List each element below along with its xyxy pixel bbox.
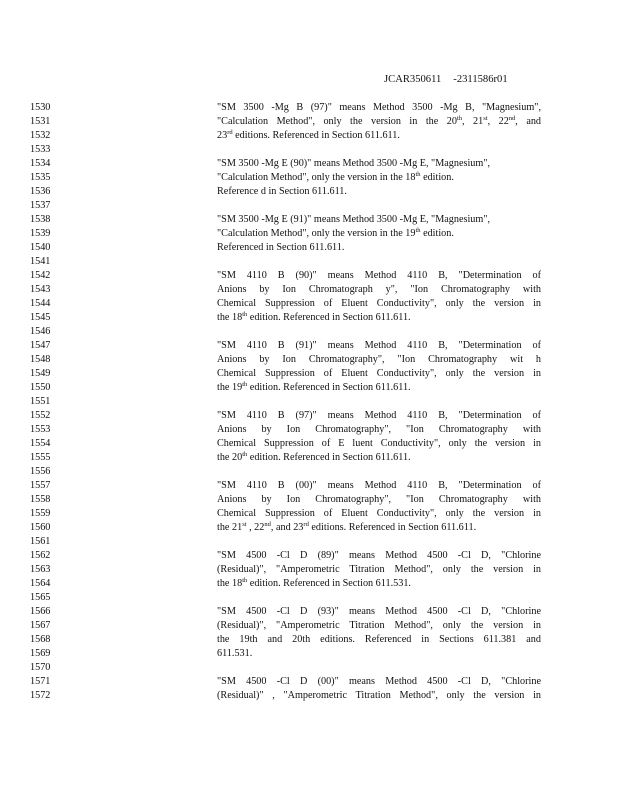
- text-segment: (Residual)" , "Amperometric Titration Method", only the version in: [217, 690, 541, 701]
- text-line: [217, 437, 541, 451]
- text-segment: Anions by Ion Chromatography", "Ion Chromatography wit h: [217, 354, 541, 365]
- text-line: [217, 185, 541, 199]
- line-number: 1562: [30, 550, 51, 561]
- text-segment: Reference d in Section 611.611.: [217, 186, 347, 197]
- text-line: [217, 493, 541, 507]
- text-segment: the 21: [217, 522, 243, 533]
- line-number: 1532: [30, 130, 51, 141]
- line-number: 1543: [30, 284, 51, 295]
- text-line: [217, 577, 541, 591]
- text-segment: editions. Referenced in Section 611.611.: [308, 522, 477, 533]
- text-line: [217, 633, 541, 647]
- text-segment: 611.531.: [217, 648, 253, 659]
- line-number: 1571: [30, 676, 51, 687]
- ordinal-suffix: st: [242, 521, 247, 528]
- text-segment: "Calculation Method", only the version in the 18: [217, 172, 416, 183]
- line-number: 1549: [30, 368, 51, 379]
- line-number: 1567: [30, 620, 51, 631]
- text-segment: , 22: [487, 116, 509, 127]
- text-segment: "SM 4500 -Cl D (93)" means Method 4500 -Cl D, "Chlorine: [217, 606, 541, 617]
- text-segment: , 22: [246, 522, 265, 533]
- line-number: 1545: [30, 312, 51, 323]
- text-segment: , and 23: [270, 522, 304, 533]
- text-line: [217, 283, 541, 297]
- text-line: [217, 367, 541, 381]
- ordinal-suffix: th: [415, 171, 421, 178]
- line-number: 1547: [30, 340, 51, 351]
- text-segment: Chemical Suppression of E luent Conductivity", only the version in: [217, 438, 541, 449]
- text-segment: Referenced in Section 611.611.: [217, 242, 345, 253]
- line-number: 1552: [30, 410, 51, 421]
- line-number: 1542: [30, 270, 51, 281]
- ordinal-suffix: nd: [264, 521, 271, 528]
- ordinal-suffix: th: [242, 577, 248, 584]
- text-line: [217, 619, 541, 633]
- text-segment: edition. Referenced in Section 611.611.: [247, 452, 411, 463]
- ordinal-suffix: rd: [303, 521, 309, 528]
- text-segment: Chemical Suppression of Eluent Conductivity", only the version in: [217, 298, 541, 309]
- line-number: 1540: [30, 242, 51, 253]
- line-number: 1541: [30, 256, 51, 267]
- text-segment: "SM 4500 -Cl D (89)" means Method 4500 -Cl D, "Chlorine: [217, 550, 541, 561]
- ordinal-suffix: th: [242, 451, 248, 458]
- line-number: 1556: [30, 466, 51, 477]
- ordinal-suffix: nd: [508, 115, 516, 122]
- text-line: [217, 129, 541, 143]
- line-number: 1546: [30, 326, 51, 337]
- line-number: 1551: [30, 396, 51, 407]
- text-line: [217, 563, 541, 577]
- line-number: 1564: [30, 578, 51, 589]
- line-number: 1531: [30, 116, 51, 127]
- text-segment: "SM 4110 B (91)" means Method 4110 B, "Determination of: [217, 340, 541, 351]
- text-line: [217, 227, 541, 241]
- line-number: 1555: [30, 452, 51, 463]
- line-number: 1550: [30, 382, 51, 393]
- text-line: [217, 689, 541, 703]
- text-line: [217, 675, 541, 689]
- line-number: 1533: [30, 144, 51, 155]
- ordinal-suffix: rd: [227, 129, 233, 136]
- line-number: 1534: [30, 158, 51, 169]
- text-segment: , and: [515, 116, 542, 127]
- text-line: [217, 353, 541, 367]
- text-line: [217, 213, 541, 227]
- text-segment: Chemical Suppression of Eluent Conductivity", only the version in: [217, 368, 541, 379]
- text-segment: "SM 3500 -Mg E (91)" means Method 3500 -Mg E, "Magnesium",: [217, 214, 490, 225]
- line-number: 1558: [30, 494, 51, 505]
- line-number: 1530: [30, 102, 51, 113]
- line-number: 1539: [30, 228, 51, 239]
- text-line: [217, 647, 541, 661]
- text-segment: "SM 4500 -Cl D (00)" means Method 4500 -Cl D, "Chlorine: [217, 676, 541, 687]
- text-segment: "Calculation Method", only the version in the 19: [217, 228, 416, 239]
- text-segment: "SM 3500 -Mg E (90)" means Method 3500 -Mg E, "Magnesium",: [217, 158, 490, 169]
- line-number: 1566: [30, 606, 51, 617]
- text-line: [217, 241, 541, 255]
- text-line: [217, 157, 541, 171]
- text-segment: edition. Referenced in Section 611.611.: [247, 382, 411, 393]
- text-segment: "Calculation Method", only the version in the 20: [217, 116, 457, 127]
- text-segment: edition. Referenced in Section 611.531.: [247, 578, 411, 589]
- text-line: [217, 423, 541, 437]
- text-segment: , 21: [462, 116, 484, 127]
- text-segment: Anions by Ion Chromatograph y", "Ion Chromatography with: [217, 284, 541, 295]
- page-header: [384, 74, 508, 85]
- line-number: 1553: [30, 424, 51, 435]
- text-line: [217, 507, 541, 521]
- line-number: 1557: [30, 480, 51, 491]
- text-line: [217, 297, 541, 311]
- line-number: 1536: [30, 186, 51, 197]
- document-id: JCAR350611: [384, 74, 442, 85]
- text-segment: the 18: [217, 578, 243, 589]
- text-line: [217, 101, 541, 115]
- text-line: [217, 521, 541, 535]
- text-line: [217, 339, 541, 353]
- line-number: 1570: [30, 662, 51, 673]
- text-line: [217, 605, 541, 619]
- text-segment: (Residual)", "Amperometric Titration Method", only the version in: [217, 564, 541, 575]
- ordinal-suffix: st: [483, 115, 488, 122]
- text-segment: edition. Referenced in Section 611.611.: [247, 312, 411, 323]
- text-segment: "SM 4110 B (00)" means Method 4110 B, "Determination of: [217, 480, 541, 491]
- line-number: 1548: [30, 354, 51, 365]
- text-segment: edition.: [420, 228, 454, 239]
- text-segment: edition.: [420, 172, 454, 183]
- ordinal-suffix: th: [242, 311, 248, 318]
- text-segment: Anions by Ion Chromatography", "Ion Chromatography with: [217, 424, 541, 435]
- ordinal-suffix: th: [456, 115, 463, 122]
- line-number: 1560: [30, 522, 51, 533]
- line-number: 1538: [30, 214, 51, 225]
- text-line: [217, 479, 541, 493]
- document-code: -2311586r01: [453, 74, 508, 85]
- ordinal-suffix: th: [415, 227, 421, 234]
- line-number: 1569: [30, 648, 51, 659]
- text-segment: the 19th and 20th editions. Referenced in Sections 611.381 and: [217, 634, 541, 645]
- text-line: [217, 171, 541, 185]
- text-line: [217, 381, 541, 395]
- text-segment: Chemical Suppression of Eluent Conductivity", only the version in: [217, 508, 541, 519]
- line-number: 1535: [30, 172, 51, 183]
- text-segment: "SM 4110 B (90)" means Method 4110 B, "Determination of: [217, 270, 541, 281]
- text-segment: "SM 3500 -Mg B (97)" means Method 3500 -Mg B, "Magnesium",: [217, 102, 541, 113]
- line-number: 1554: [30, 438, 51, 449]
- text-segment: (Residual)", "Amperometric Titration Method", only the version in: [217, 620, 541, 631]
- line-number: 1537: [30, 200, 51, 211]
- line-number: 1565: [30, 592, 51, 603]
- text-segment: the 20: [217, 452, 243, 463]
- text-line: [217, 409, 541, 423]
- text-line: [217, 269, 541, 283]
- text-line: [217, 115, 541, 129]
- text-segment: 23: [217, 130, 228, 141]
- text-segment: the 18: [217, 312, 243, 323]
- line-number: 1559: [30, 508, 51, 519]
- text-line: [217, 549, 541, 563]
- text-line: [217, 451, 541, 465]
- line-number: 1563: [30, 564, 51, 575]
- ordinal-suffix: th: [242, 381, 248, 388]
- line-number: 1568: [30, 634, 51, 645]
- text-segment: editions. Referenced in Section 611.611.: [232, 130, 400, 141]
- line-number: 1572: [30, 690, 51, 701]
- text-segment: "SM 4110 B (97)" means Method 4110 B, "Determination of: [217, 410, 541, 421]
- text-line: [217, 311, 541, 325]
- text-segment: the 19: [217, 382, 243, 393]
- line-number: 1544: [30, 298, 51, 309]
- text-segment: Anions by Ion Chromatography", "Ion Chromatography with: [217, 494, 541, 505]
- line-number: 1561: [30, 536, 51, 547]
